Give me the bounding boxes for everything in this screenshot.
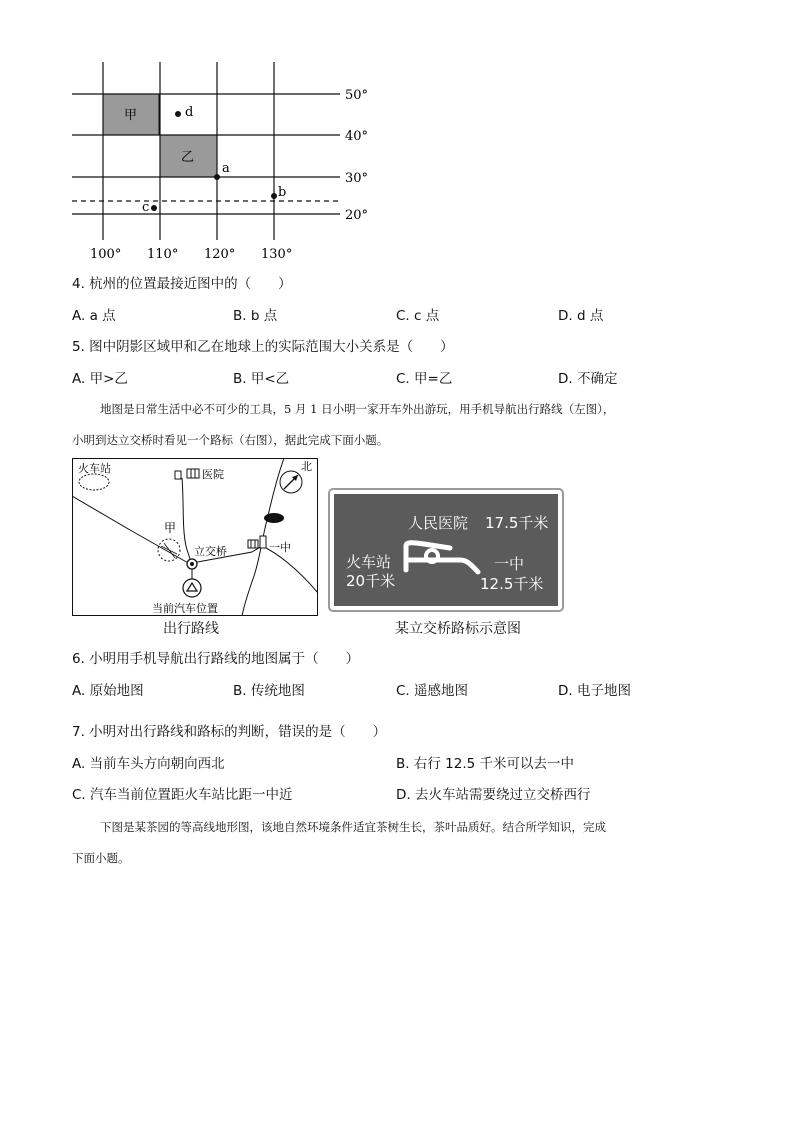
school-label: 一中 bbox=[269, 541, 291, 554]
hospital-icon bbox=[175, 471, 181, 479]
point-d-dot bbox=[175, 111, 181, 117]
lake-shape bbox=[264, 513, 284, 523]
point-c-dot bbox=[151, 205, 157, 211]
q7-option-a[interactable]: A. 当前车头方向朝向西北 bbox=[72, 756, 225, 772]
q4-option-c[interactable]: C. c 点 bbox=[396, 308, 440, 324]
q6-option-c[interactable]: C. 遥感地图 bbox=[396, 683, 469, 699]
road-sign bbox=[328, 488, 564, 612]
lat-label-30: 30° bbox=[345, 171, 369, 186]
train-station-label: 火车站 bbox=[78, 462, 111, 475]
overpass-label: 立交桥 bbox=[194, 545, 227, 558]
sign-hospital-label: 人民医院 bbox=[408, 514, 469, 532]
q4-option-d[interactable]: D. d 点 bbox=[558, 308, 604, 324]
lon-label-110: 110° bbox=[147, 247, 179, 262]
lat-label-40: 40° bbox=[345, 129, 369, 144]
route-map bbox=[72, 458, 318, 616]
q5-option-d[interactable]: D. 不确定 bbox=[558, 371, 618, 387]
intro2-line1: 下图是某茶园的等高线地形图，该地自然环境条件适宜茶树生长，茶叶品质好。结合所学知识，完成 bbox=[100, 820, 606, 834]
sign-station-dist: 20千米 bbox=[346, 572, 396, 590]
lat-label-50: 50° bbox=[345, 88, 369, 103]
q7-option-d[interactable]: D. 去火车站需要绕过立交桥西行 bbox=[396, 787, 591, 803]
intro1-line2: 小明到达立交桥时看见一个路标（右图），据此完成下面小题。 bbox=[72, 433, 389, 447]
lat-lon-grid-map bbox=[60, 62, 380, 272]
point-a-label: a bbox=[222, 161, 230, 176]
q6-option-d[interactable]: D. 电子地图 bbox=[558, 683, 631, 699]
point-b-dot bbox=[271, 193, 277, 199]
q7-option-b[interactable]: B. 右行 12.5 千米可以去一中 bbox=[396, 756, 574, 772]
road-sign-caption: 某立交桥路标示意图 bbox=[395, 621, 521, 637]
road-sign-svg bbox=[328, 488, 564, 612]
question-7: 7. 小明对出行路线和路标的判断，错误的是（ ） bbox=[72, 724, 387, 740]
grid-map-svg bbox=[60, 62, 380, 272]
question-6: 6. 小明用手机导航出行路线的地图属于（ ） bbox=[72, 651, 360, 667]
region-jia-label: 甲 bbox=[124, 108, 138, 123]
point-b-label: b bbox=[278, 185, 287, 200]
lon-label-120: 120° bbox=[204, 247, 236, 262]
q4-option-b[interactable]: B. b 点 bbox=[233, 308, 278, 324]
train-station-icon bbox=[79, 474, 109, 490]
jia-label: 甲 bbox=[164, 521, 177, 535]
point-d-label: d bbox=[185, 105, 194, 120]
q4-option-a[interactable]: A. a 点 bbox=[72, 308, 116, 324]
lon-label-100: 100° bbox=[90, 247, 122, 262]
sign-school-dist: 12.5千米 bbox=[480, 575, 544, 593]
sign-station-label: 火车站 bbox=[346, 553, 392, 571]
q7-option-c[interactable]: C. 汽车当前位置距火车站比距一中近 bbox=[72, 787, 293, 803]
car-position-label: 当前汽车位置 bbox=[152, 602, 218, 615]
sign-hospital-dist: 17.5千米 bbox=[485, 514, 549, 532]
point-c-label: c bbox=[142, 200, 150, 215]
q6-option-b[interactable]: B. 传统地图 bbox=[233, 683, 305, 699]
question-4: 4. 杭州的位置最接近图中的（ ） bbox=[72, 276, 292, 292]
route-map-caption: 出行路线 bbox=[163, 621, 219, 637]
question-5: 5. 图中阴影区域甲和乙在地球上的实际范围大小关系是（ ） bbox=[72, 339, 454, 355]
point-a-dot bbox=[214, 174, 220, 180]
region-yi-label: 乙 bbox=[181, 150, 195, 165]
intro2-line2: 下面小题。 bbox=[72, 851, 130, 865]
lon-label-130: 130° bbox=[261, 247, 293, 262]
intro1-line1: 地图是日常生活中必不可少的工具，5 月 1 日小明一家开车外出游玩，用手机导航出行路线（左图）， bbox=[100, 402, 615, 416]
q5-option-a[interactable]: A. 甲>乙 bbox=[72, 371, 128, 387]
sign-school-label: 一中 bbox=[494, 555, 525, 573]
lat-label-20: 20° bbox=[345, 208, 369, 223]
north-label: 北 bbox=[301, 460, 312, 473]
route-map-svg bbox=[72, 458, 318, 616]
hospital-label: 医院 bbox=[202, 468, 224, 481]
q5-option-c[interactable]: C. 甲=乙 bbox=[396, 371, 453, 387]
school-icon bbox=[248, 540, 258, 548]
car-position-icon bbox=[183, 579, 201, 597]
q6-option-a[interactable]: A. 原始地图 bbox=[72, 683, 144, 699]
q5-option-b[interactable]: B. 甲<乙 bbox=[233, 371, 290, 387]
